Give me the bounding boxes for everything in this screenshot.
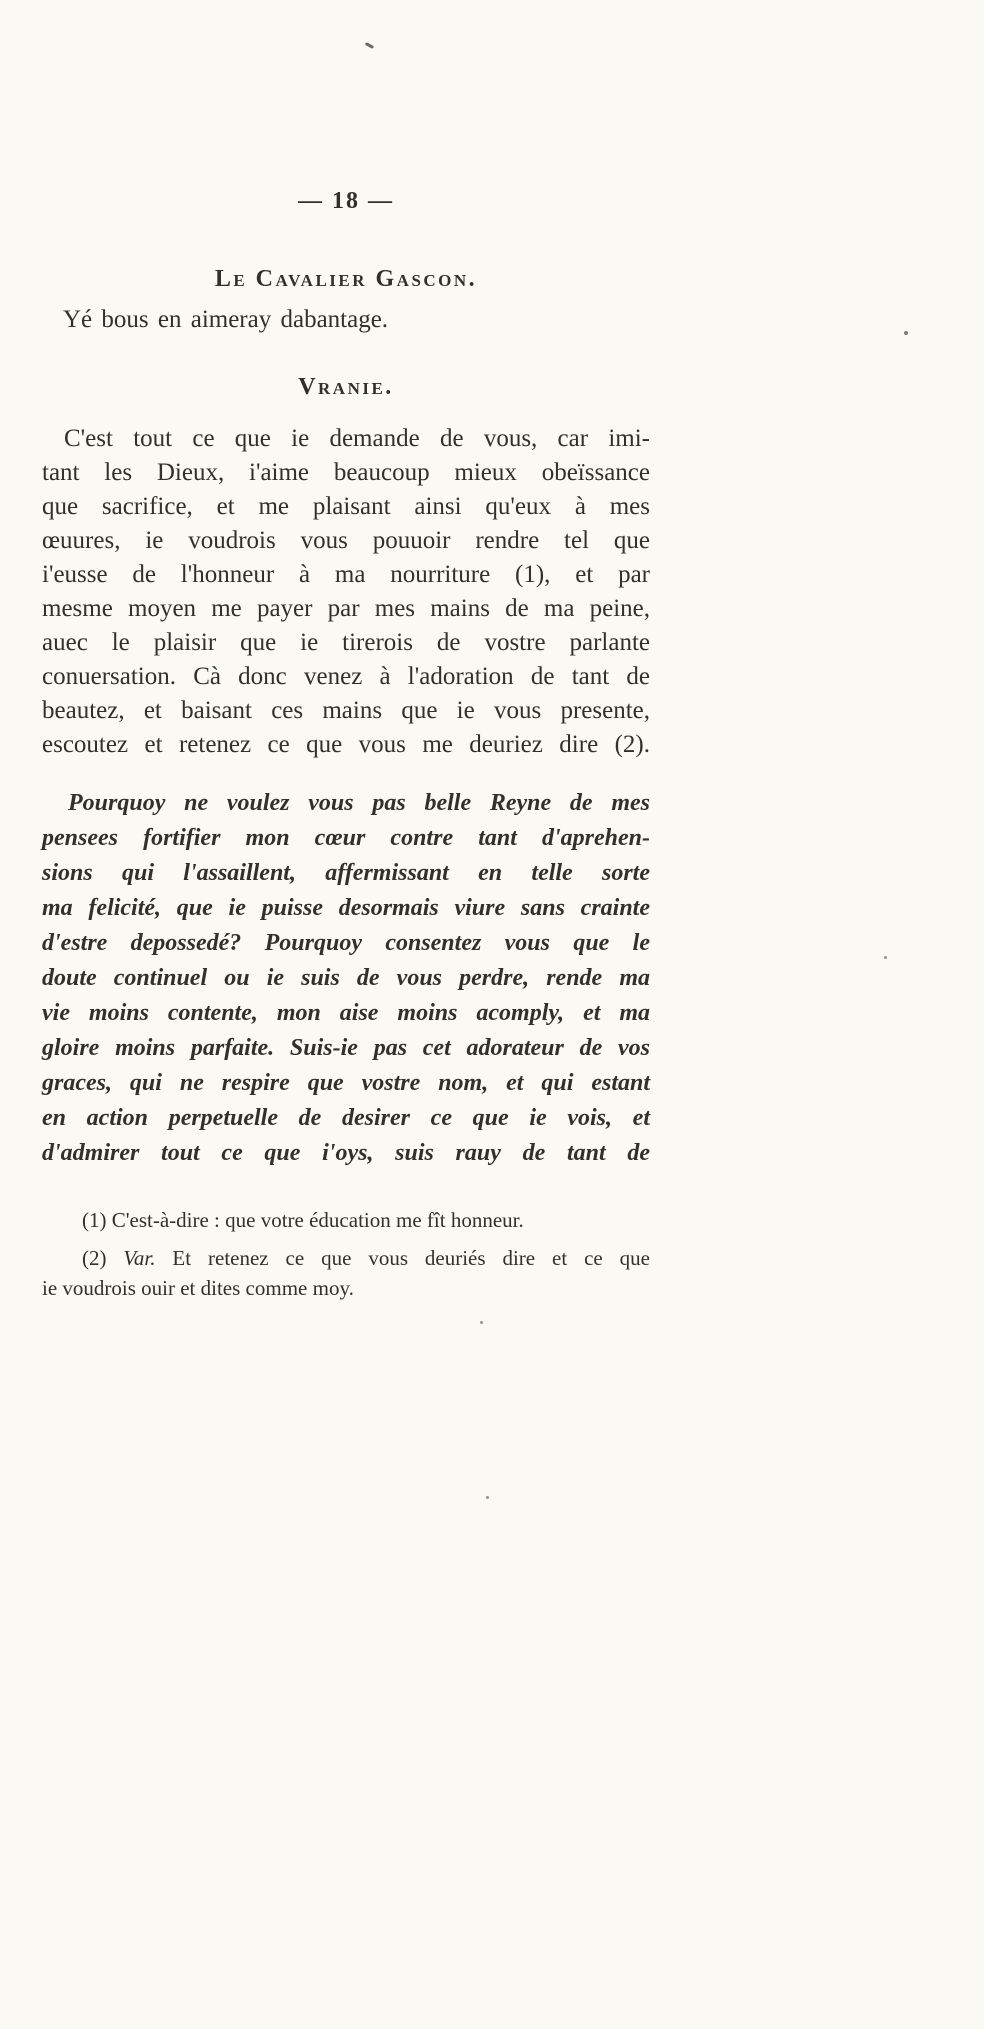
paragraph-italic-quotation (42, 786, 650, 1171)
text-line: en action perpetuelle de desirer ce que ie vois, et (42, 1105, 650, 1131)
speaker-heading-vranie: Vranie. (298, 374, 394, 400)
scan-speck (904, 331, 908, 335)
text-line: gloire moins parfaite. Suis-ie pas cet adorateur de vos (42, 1035, 650, 1061)
footnote-2-line-2: ie voudrois ouir et dites comme moy. (42, 1276, 354, 1300)
scan-speck (480, 1321, 483, 1324)
text-line: conuersation. Cà donc venez à l'adoration de tant de (42, 663, 650, 690)
text-line: C'est tout ce que ie demande de vous, car imi- (64, 425, 650, 452)
speaker-heading-cavalier-gascon: Le Cavalier Gascon. (214, 266, 478, 292)
footnote-2-marker: (2) (82, 1246, 124, 1270)
text-line: vie moins contente, mon aise moins acomply, et ma (42, 1000, 650, 1026)
scan-speck (884, 956, 887, 959)
text-line: beautez, et baisant ces mains que ie vous presente, (42, 697, 650, 724)
text-line: d'estre depossedé? Pourquoy consentez vous que le (42, 930, 650, 956)
text-line: tant les Dieux, i'aime beaucoup mieux obeïssance (42, 459, 650, 486)
text-line: Pourquoy ne voulez vous pas belle Reyne de mes (68, 790, 650, 816)
text-line: escoutez et retenez ce que vous me deuriez dire (2). (42, 731, 650, 758)
footnote-2-var-label: Var. (123, 1246, 156, 1270)
text-line: que sacrifice, et me plaisant ainsi qu'eux à mes (42, 493, 650, 520)
paragraph-vranie-speech (42, 422, 650, 762)
text-block (42, 0, 650, 1303)
footnote-1-text: (1) C'est-à-dire : que votre éducation me fît honneur. (82, 1208, 524, 1232)
dialogue-line: Yé bous en aimeray dabantage. (63, 306, 389, 333)
footnote-2-text: Et retenez ce que vous deuriés dire et ce que (155, 1246, 650, 1270)
text-line: pensees fortifier mon cœur contre tant d'aprehen- (42, 825, 650, 851)
text-line: sions qui l'assaillent, affermissant en telle sorte (42, 860, 650, 886)
text-line: auec le plaisir que ie tirerois de vostre parlante (42, 629, 650, 656)
text-line: œuures, ie voudrois vous pouuoir rendre tel que (42, 527, 650, 554)
text-line: ma felicité, que ie puisse desormais viure sans crainte (42, 895, 650, 921)
text-line: i'eusse de l'honneur à ma nourriture (1), et par (42, 561, 650, 588)
scan-speck (486, 1496, 489, 1499)
footnote-1 (42, 1205, 650, 1235)
footnotes (42, 1205, 650, 1303)
footnote-2-line-1 (42, 1243, 650, 1273)
text-line: graces, qui ne respire que vostre nom, et qui estant (42, 1070, 650, 1096)
page-number: — 18 — (298, 188, 394, 214)
text-line: mesme moyen me payer par mes mains de ma peine, (42, 595, 650, 622)
text-line: doute continuel ou ie suis de vous perdre, rende ma (42, 965, 650, 991)
text-line: d'admirer tout ce que i'oys, suis rauy de tant de (42, 1140, 650, 1166)
